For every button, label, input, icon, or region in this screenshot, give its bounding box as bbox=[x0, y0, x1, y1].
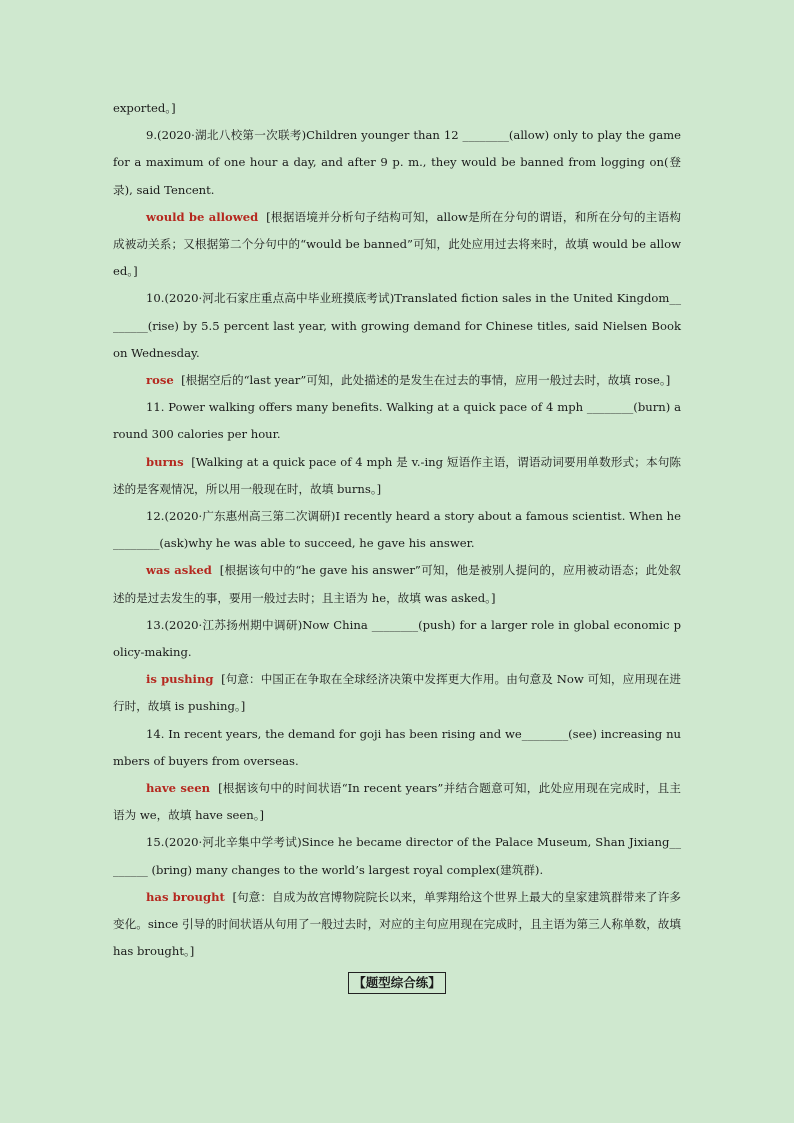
question-13: 13.(2020·江苏扬州期中调研)Now China ________(push) for a larger role in global economic policy-making. bbox=[113, 617, 681, 660]
answer-key: rose bbox=[146, 373, 174, 388]
question-12: 12.(2020·广东惠州高三第二次调研)I recently heard a story about a famous scientist. When he ________(ask)why he was able to succeed, he gave his answer. bbox=[113, 509, 681, 551]
answer-key: has brought bbox=[146, 889, 225, 904]
question-10: 10.(2020·河北石家庄重点高中毕业班摸底考试)Translated fiction sales in the United Kingdom________(rise) by 5.5 percent last year, with growing demand for Chinese titles, said Nielsen Book on Wednesday. bbox=[113, 291, 681, 360]
answer-explanation: [根据语境并分析句子结构可知，allow是所在分句的谓语，和所在分句的主语构成被动关系；又根据第二个分句中的“would be banned”可知，此处应用过去将来时，故填 would be allowed。] bbox=[113, 209, 682, 279]
answer-explanation: [句意：中国正在争取在全球经济决策中发挥更大作用。由句意及 Now 可知，应用现在进行时，故填 is pushing。] bbox=[113, 672, 681, 714]
answer-9 bbox=[113, 204, 681, 286]
answer-15 bbox=[113, 884, 681, 966]
answer-key: burns bbox=[146, 454, 184, 469]
answer-key: have seen bbox=[146, 781, 211, 796]
answer-11 bbox=[113, 449, 681, 503]
answer-14 bbox=[113, 775, 681, 829]
answer-explanation: [句意：自成为故宫博物院院长以来，单霁翔给这个世界上最大的皇家建筑群带来了许多变化。since 引导的时间状语从句用了一般过去时，对应的主句应用现在完成时，且主语为第三人称单数，故填 has brought。] bbox=[113, 889, 682, 959]
answer-key: would be allowed bbox=[146, 209, 259, 224]
answer-key: was asked bbox=[146, 563, 212, 578]
answer-13 bbox=[113, 666, 681, 720]
answer-explanation: [Walking at a quick pace of 4 mph 是 v.-ing 短语作主语，谓语动词要用单数形式；本句陈述的是客观情况，所以用一般现在时，故填 burns。] bbox=[113, 454, 682, 496]
section-heading bbox=[113, 972, 681, 994]
question-11: 11. Power walking offers many benefits. Walking at a quick pace of 4 mph ________(burn) around 300 calories per hour. bbox=[113, 400, 681, 442]
question-9: 9.(2020·湖北八校第一次联考)Children younger than 12 ________(allow) only to play the game for a maximum of one hour a day, and after 9 p. m., they would be banned from logging on(登录), said Tencent. bbox=[113, 128, 681, 197]
answer-10 bbox=[113, 367, 681, 394]
answer-explanation: [根据空后的“last year”可知，此处描述的是发生在过去的事情，应用一般过去时，故填 rose。] bbox=[181, 373, 671, 388]
question-14: 14. In recent years, the demand for goji has been rising and we________(see) increasing numbers of buyers from overseas. bbox=[113, 726, 681, 768]
answer-explanation: [根据该句中的“he gave his answer”可知，他是被别人提问的，应用被动语态；此处叙述的是过去发生的事，要用一般过去时；且主语为 he，故填 was asked。] bbox=[113, 563, 681, 605]
answer-12 bbox=[113, 557, 681, 611]
section-title: 题型综合练 bbox=[365, 974, 429, 990]
answer-explanation: [根据该句中的时间状语“In recent years”并结合题意可知，此处应用现在完成时，且主语为 we，故填 have seen。] bbox=[113, 781, 681, 823]
text-line: exported。] bbox=[113, 101, 176, 115]
answer-key: is pushing bbox=[146, 672, 214, 687]
section-heading-box: 【题型综合练】 bbox=[348, 972, 446, 994]
question-15: 15.(2020·河北辛集中学考试)Since he became director of the Palace Museum, Shan Jixiang________ (bring) many changes to the world’s largest royal complex(建筑群). bbox=[113, 835, 681, 877]
